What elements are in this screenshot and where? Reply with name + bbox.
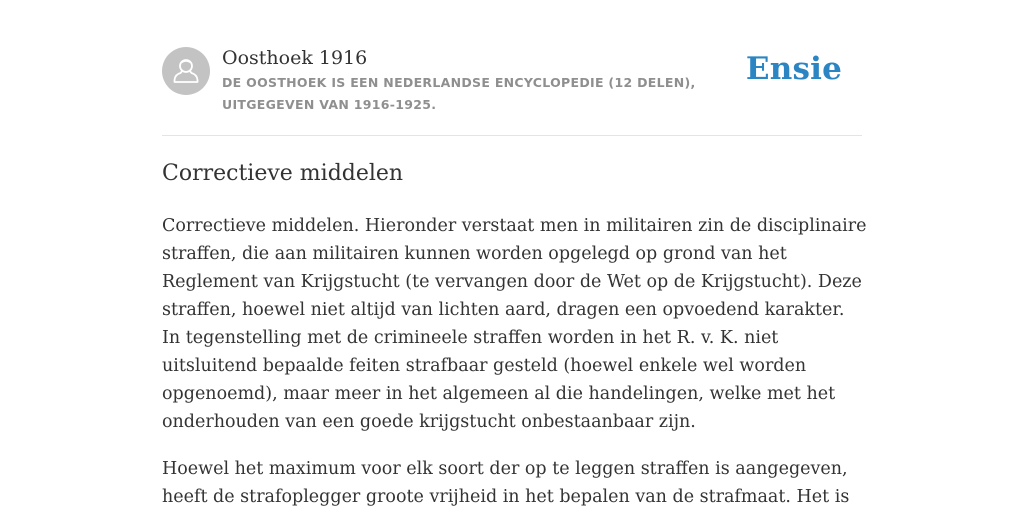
source-header xyxy=(162,46,862,116)
article-body xyxy=(162,212,868,512)
article-title: Correctieve middelen xyxy=(162,161,404,186)
source-title[interactable]: Oosthoek 1916 xyxy=(222,47,368,69)
article-paragraph: Hoewel het maximum voor elk soort der op te leggen straffen is aangegeven, heeft de strafoplegger groote vrijheid in het bepalen van de strafmaat. Het is xyxy=(162,459,850,507)
header-divider xyxy=(162,135,862,136)
article-paragraph: Correctieve middelen. Hieronder verstaat men in militairen zin de disciplinaire straffen, die aan militairen kunnen worden opgelegd op grond van het Reglement van Krijgstucht (te vervangen door de Wet op de Krijgstucht). Deze straffen, hoewel niet altijd van lichten aard, dragen een opvoedend karakter. In tegenstelling met de crimineele straffen worden in het R. v. K. niet uitsluitend bepaalde feiten strafbaar gesteld (hoewel enkele wel worden opgenoemd), maar meer in het algemeen al die handelingen, welke met het onderhouden van een goede krijgstucht onbestaanbaar zijn. xyxy=(162,216,867,432)
ensie-logo[interactable]: Ensie xyxy=(745,51,842,87)
user-icon xyxy=(162,47,210,95)
source-description: DE OOSTHOEK IS EEN NEDERLANDSE ENCYCLOPEDIE (12 DELEN), UITGEGEVEN VAN 1916-1925. xyxy=(222,75,696,112)
avatar[interactable] xyxy=(162,47,210,95)
